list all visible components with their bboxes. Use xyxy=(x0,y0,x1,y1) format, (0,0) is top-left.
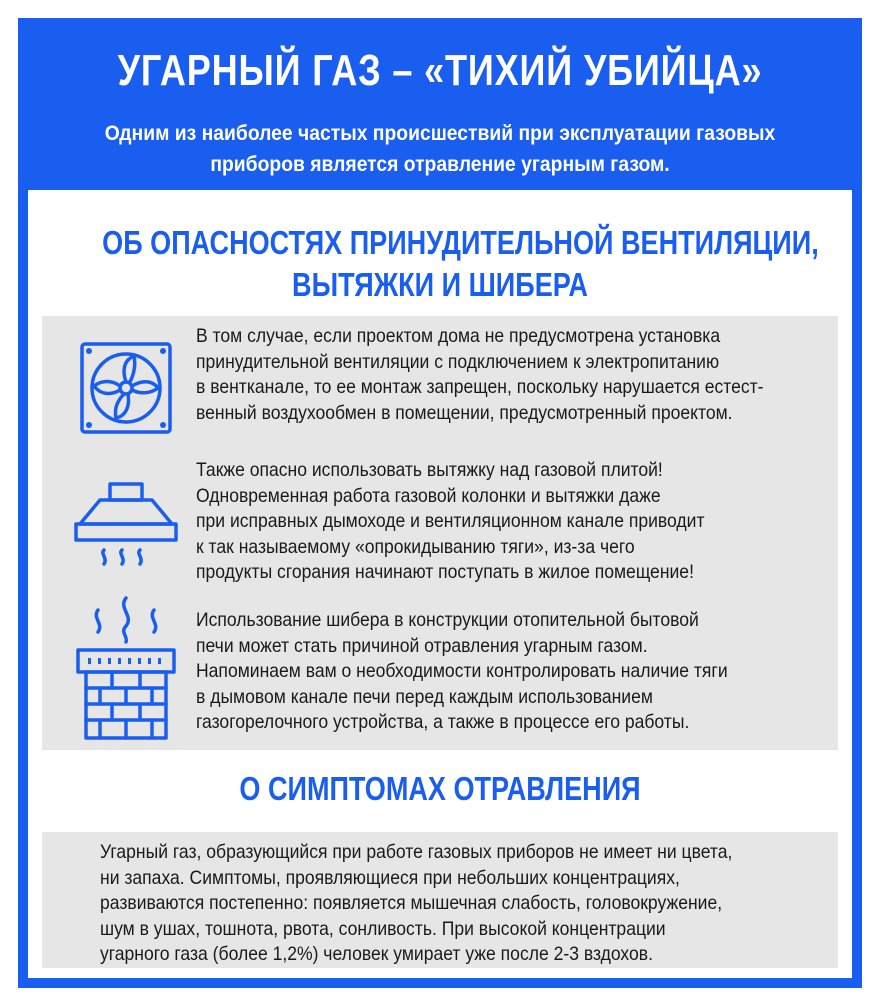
text-line: принудительной вентиляции с подключением к электропитанию xyxy=(196,350,720,373)
text-line: угарного газа (более 1,2%) человек умирает уже после 2-3 вздохов. xyxy=(100,943,653,965)
symptoms-box xyxy=(42,832,838,968)
page-title: УГАРНЫЙ ГАЗ – «ТИХИЙ УБИЙЦА» xyxy=(117,46,763,95)
damper-paragraph xyxy=(196,608,787,736)
text-line: печи может стать причиной отравления угарным газом. xyxy=(196,634,648,657)
symptoms-heading-text: О СИМПТОМАХ ОТРАВЛЕНИЯ xyxy=(239,770,641,807)
text-line: развиваются постепенно: появляется мышечная слабость, головокружение, xyxy=(100,892,723,914)
header-banner xyxy=(18,18,862,190)
text-line: Использование шибера в конструкции отопительной бытовой xyxy=(196,609,699,631)
text-line: венный воздухообмен в помещении, предусмотренный проектом. xyxy=(196,401,733,424)
dangers-heading-line: ОБ ОПАСНОСТЯХ ПРИНУДИТЕЛЬНОЙ ВЕНТИЛЯЦИИ, xyxy=(102,224,819,261)
poster xyxy=(18,18,862,988)
dangers-heading xyxy=(28,222,852,306)
symptoms-heading xyxy=(28,768,852,810)
text-line: продукты сгорания начинают поступать в жилое помещение! xyxy=(196,561,694,583)
hood-paragraph xyxy=(196,458,761,586)
text-line: газогорелочного устройства, а также в процессе его работы. xyxy=(196,711,690,733)
dangers-heading-line: ВЫТЯЖКИ И ШИБЕРА xyxy=(292,266,588,303)
kitchen-hood-icon xyxy=(70,478,182,578)
ventilation-paragraph xyxy=(196,324,827,426)
text-line: при исправных дымоходе и вентиляционном канале приводит xyxy=(196,510,705,532)
chimney-icon xyxy=(72,594,180,740)
text-line: Также опасно использовать вытяжку над газовой плитой! xyxy=(196,459,663,481)
text-line: в вентканале, то ее монтаж запрещен, поскольку нарушается естест- xyxy=(196,376,764,398)
content-panel xyxy=(28,190,852,978)
text-line: к так называемому «опрокидыванию тяги», из-за чего xyxy=(196,535,635,558)
text-line: Напоминаем вам о необходимости контролировать наличие тяги xyxy=(196,660,728,682)
subtitle-line: Одним из наиболее частых происшествий при эксплуатации газовых xyxy=(104,122,776,145)
text-line: ни запаха. Симптомы, проявляющиеся при небольших концентрациях, xyxy=(100,866,680,889)
text-line: Одновременная работа газовой колонки и вытяжки даже xyxy=(196,484,661,507)
dangers-box xyxy=(42,316,838,750)
text-line: шум в ушах, тошнота, рвота, сонливость. При высокой концентрации xyxy=(100,917,666,940)
text-line: В том случае, если проектом дома не предусмотрена установка xyxy=(196,325,721,347)
ventilation-fan-icon xyxy=(78,340,174,436)
text-line: в дымовом канале печи перед каждым использованием xyxy=(196,685,653,708)
subtitle-line: приборов является отравление угарным газом. xyxy=(210,153,670,176)
symptoms-paragraph xyxy=(100,840,803,968)
text-line: Угарный газ, образующийся при работе газовых приборов не имеет ни цвета, xyxy=(100,841,733,863)
page-subtitle xyxy=(58,118,822,180)
